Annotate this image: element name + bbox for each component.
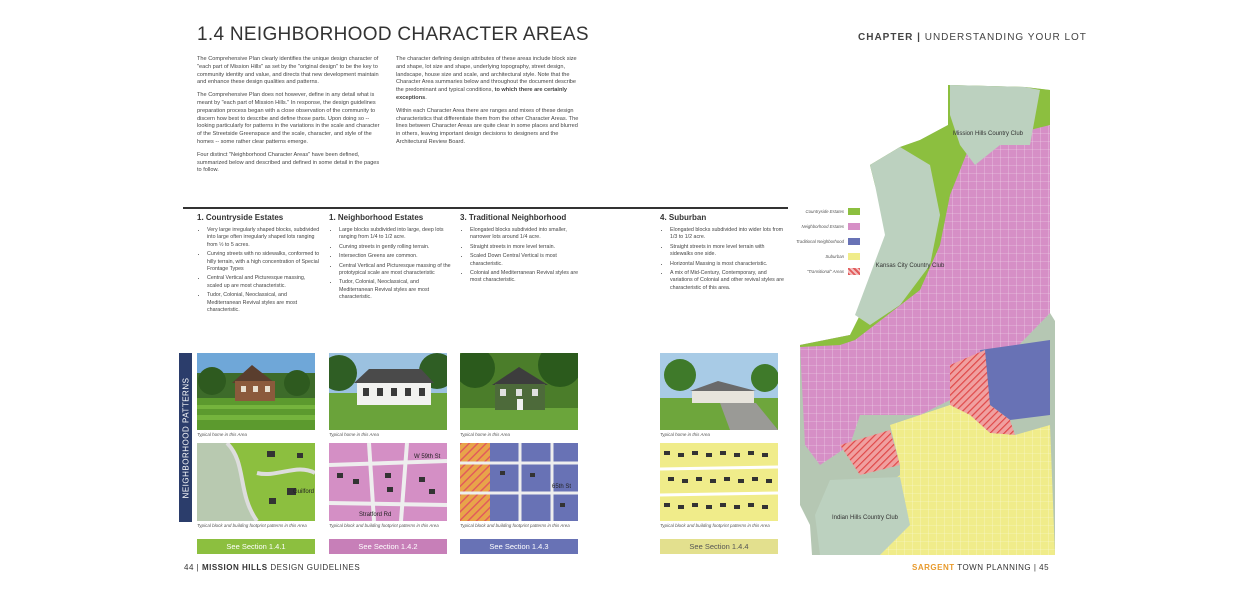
- street-label: Stratford Rd: [359, 512, 392, 518]
- chapter-word: CHAPTER: [858, 32, 914, 43]
- intro-text: The character defining design attributes of these areas include block size and shape, lot size and shape, underlying topography, street design, landscape, house size and scale, and architectural style. Note that the Character Area summaries below and throughout the document describe the predominant and typical conditions,: [396, 56, 577, 94]
- street-label: Guilford: [293, 489, 315, 495]
- photo-neighborhood-estates: [329, 353, 447, 430]
- bullet: • Central Vertical and Picturesque massing of the prototypical scale are most characteristic: [339, 263, 454, 278]
- bullet: • Tudor, Colonial, Neoclassical, and Mediterranean Revival styles are most characteristic.: [207, 292, 322, 314]
- photo-caption: Typical home in this Area: [660, 432, 711, 437]
- page-title: 1.4 NEIGHBORHOOD CHARACTER AREAS: [197, 24, 589, 45]
- bullet: • Curving streets with no sidewalks, conformed to hilly terrain, with a high concentration of Special Frontage Types: [207, 251, 322, 273]
- intro-paragraph: The Comprehensive Plan clearly identifies the unique design character of "each part of Mission Hills" as set by the "original design" to be the key to community identity and value, and directs that new development maintain and enhance these design qualities and patterns.: [197, 56, 379, 86]
- bullet: • Scaled Down Central Vertical is most characteristic.: [470, 253, 585, 268]
- intro-text-end: .: [425, 94, 427, 101]
- photo-suburban: [660, 353, 778, 430]
- footer-firm-rest: TOWN PLANNING: [957, 563, 1032, 572]
- legend-item: "Transitional" Areas: [770, 267, 860, 276]
- bullet: • Curving streets in gently rolling terrain.: [339, 244, 454, 251]
- area-bullets: [460, 227, 585, 285]
- street-label: 65th St: [552, 484, 572, 490]
- legend-item: Traditional Neighborhood: [770, 237, 860, 246]
- bullet: • Straight streets in more level terrain with sidewalks one side.: [670, 244, 785, 259]
- indian-hills-cc-label: Indian Hills Country Club: [831, 515, 899, 521]
- chapter-separator: |: [917, 32, 921, 43]
- house-photo-3: [460, 353, 578, 430]
- bullet: • Horizontal Massing is most characteristic.: [670, 261, 785, 268]
- bullet: • Very large irregularly shaped blocks, subdivided into large often irregularly shaped lots ranging from ½ to 5 acres.: [207, 227, 322, 249]
- mission-hills-cc-label: Mission Hills Country Club: [952, 131, 1024, 137]
- bullet: • Large blocks subdivided into large, deep lots ranging from 1/4 to 1/2 acre.: [339, 227, 454, 242]
- footer-left: [184, 563, 360, 572]
- mini-map-countryside: [197, 443, 315, 521]
- footer-brand: MISSION HILLS: [201, 563, 268, 572]
- kansas-city-cc-label: Kansas City Country Club: [875, 263, 945, 269]
- map-caption: Typical block and building footprint patterns in this Area: [329, 523, 439, 528]
- bullet: • Straight streets in more level terrain.: [470, 244, 585, 251]
- photo-traditional-neighborhood: [460, 353, 578, 430]
- intro-paragraph: Four distinct "Neighborhood Character Areas" have been defined, summarized below and described and defined in some detail in the pages to follow.: [197, 151, 380, 174]
- map-caption: Typical block and building footprint patterns in this Area: [460, 523, 570, 528]
- intro-paragraph: Within each Character Area there are ranges and mixes of these design characteristics that differentiate them from the other Character Areas. The lines between Character Areas are quite clear in some places and blurred in others, leaving important design decisions to designers and the Architectural Review Board.: [396, 107, 579, 145]
- intro-emphasis: to which there are certainly exceptions: [396, 87, 568, 101]
- area-title: 1. Neighborhood Estates: [329, 213, 424, 222]
- photo-caption: Typical home in this Area: [197, 432, 248, 437]
- house-photo-4: [660, 353, 778, 430]
- see-section-1-4-4-button[interactable]: See Section 1.4.4: [660, 539, 778, 554]
- block-pattern-map-1: [197, 443, 315, 521]
- chapter-name: UNDERSTANDING YOUR LOT: [924, 32, 1087, 43]
- legend-item: Neighborhood Estates: [770, 222, 860, 231]
- neighborhood-patterns-tab: [179, 353, 192, 522]
- mini-map-neighborhood: [329, 443, 447, 521]
- footer-doc-name: DESIGN GUIDELINES: [270, 563, 361, 572]
- bullet: • Elongated blocks subdivided into smaller, narrower lots around 1/4 acre.: [470, 227, 585, 242]
- area-bullets: [329, 227, 454, 302]
- bullet: • A mix of Mid-Century, Contemporary, and variations of Colonial and other revival styles are characteristic of this area.: [670, 270, 785, 292]
- block-pattern-map-3: [460, 443, 578, 521]
- footer-firm-brand: SARGENT: [912, 563, 955, 572]
- bullet: • Intersection Greens are common.: [339, 253, 454, 260]
- map-caption: Typical block and building footprint patterns in this Area: [660, 523, 770, 528]
- page-number-left: 44: [184, 563, 194, 572]
- photo-countryside-estates: [197, 353, 315, 430]
- house-photo-1: [197, 353, 315, 430]
- photo-caption: Typical home in this Area: [329, 432, 380, 437]
- character-area-map: [800, 85, 1055, 555]
- legend-item: Countryside Estates: [770, 207, 860, 216]
- area-suburban: [660, 213, 785, 294]
- see-section-1-4-3-button[interactable]: See Section 1.4.3: [460, 539, 578, 554]
- photo-caption: Typical home in this Area: [460, 432, 511, 437]
- intro-column-2: [396, 56, 582, 152]
- intro-paragraph: [396, 56, 582, 103]
- bullet: • Elongated blocks subdivided into wider lots from 1/3 to 1/2 acre.: [670, 227, 785, 242]
- map-caption: Typical block and building footprint patterns in this Area: [197, 523, 307, 528]
- footer-right: [912, 563, 1049, 572]
- area-neighborhood-estates: [329, 213, 454, 304]
- footer-separator: |: [1033, 563, 1037, 572]
- mini-map-suburban: [660, 443, 778, 521]
- area-title: 1. Countryside Estates: [197, 213, 284, 222]
- bullet: • Colonial and Mediterranean Revival styles are most characteristic.: [470, 270, 585, 285]
- area-title: 3. Traditional Neighborhood: [460, 213, 567, 222]
- block-pattern-map-2: [329, 443, 447, 521]
- footer-separator: |: [196, 563, 200, 572]
- legend-item: Suburban: [770, 252, 860, 261]
- side-tab-label: NEIGHBORHOOD PATTERNS: [181, 377, 190, 498]
- mission-hills-character-map: [800, 85, 1055, 555]
- area-bullets: [660, 227, 785, 292]
- intro-paragraph: The Comprehensive Plan does not however, define in any detail what is meant by "each part of Mission Hills." In response, the design guidelines preparation process began with a close observation of the community to discern how best to describe and define those parts. Upon doing so -- looking particularly for patterns in the variations in the scale and character of the Streetside Greenspace and the scale, character, and style of the homes -- some rather clear patterns emerge.: [197, 92, 380, 145]
- see-section-1-4-1-button[interactable]: See Section 1.4.1: [197, 539, 315, 554]
- house-photo-2: [329, 353, 447, 430]
- section-divider: [183, 207, 788, 209]
- area-title: 4. Suburban: [660, 213, 707, 222]
- chapter-header: [858, 32, 1087, 43]
- bullet: • Tudor, Colonial, Neoclassical, and Mediterranean Revival styles are most characteristic.: [339, 279, 454, 301]
- area-traditional-neighborhood: [460, 213, 585, 287]
- bullet: • Central Vertical and Picturesque massing, scaled up are most characteristic.: [207, 275, 322, 290]
- area-countryside-estates: [197, 213, 322, 316]
- block-pattern-map-4: [660, 443, 778, 521]
- page-number-right: 45: [1039, 563, 1050, 572]
- area-bullets: [197, 227, 322, 314]
- street-label: W 59th St: [414, 454, 441, 460]
- intro-column-1: [197, 56, 383, 180]
- see-section-1-4-2-button[interactable]: See Section 1.4.2: [329, 539, 447, 554]
- mini-map-traditional: [460, 443, 578, 521]
